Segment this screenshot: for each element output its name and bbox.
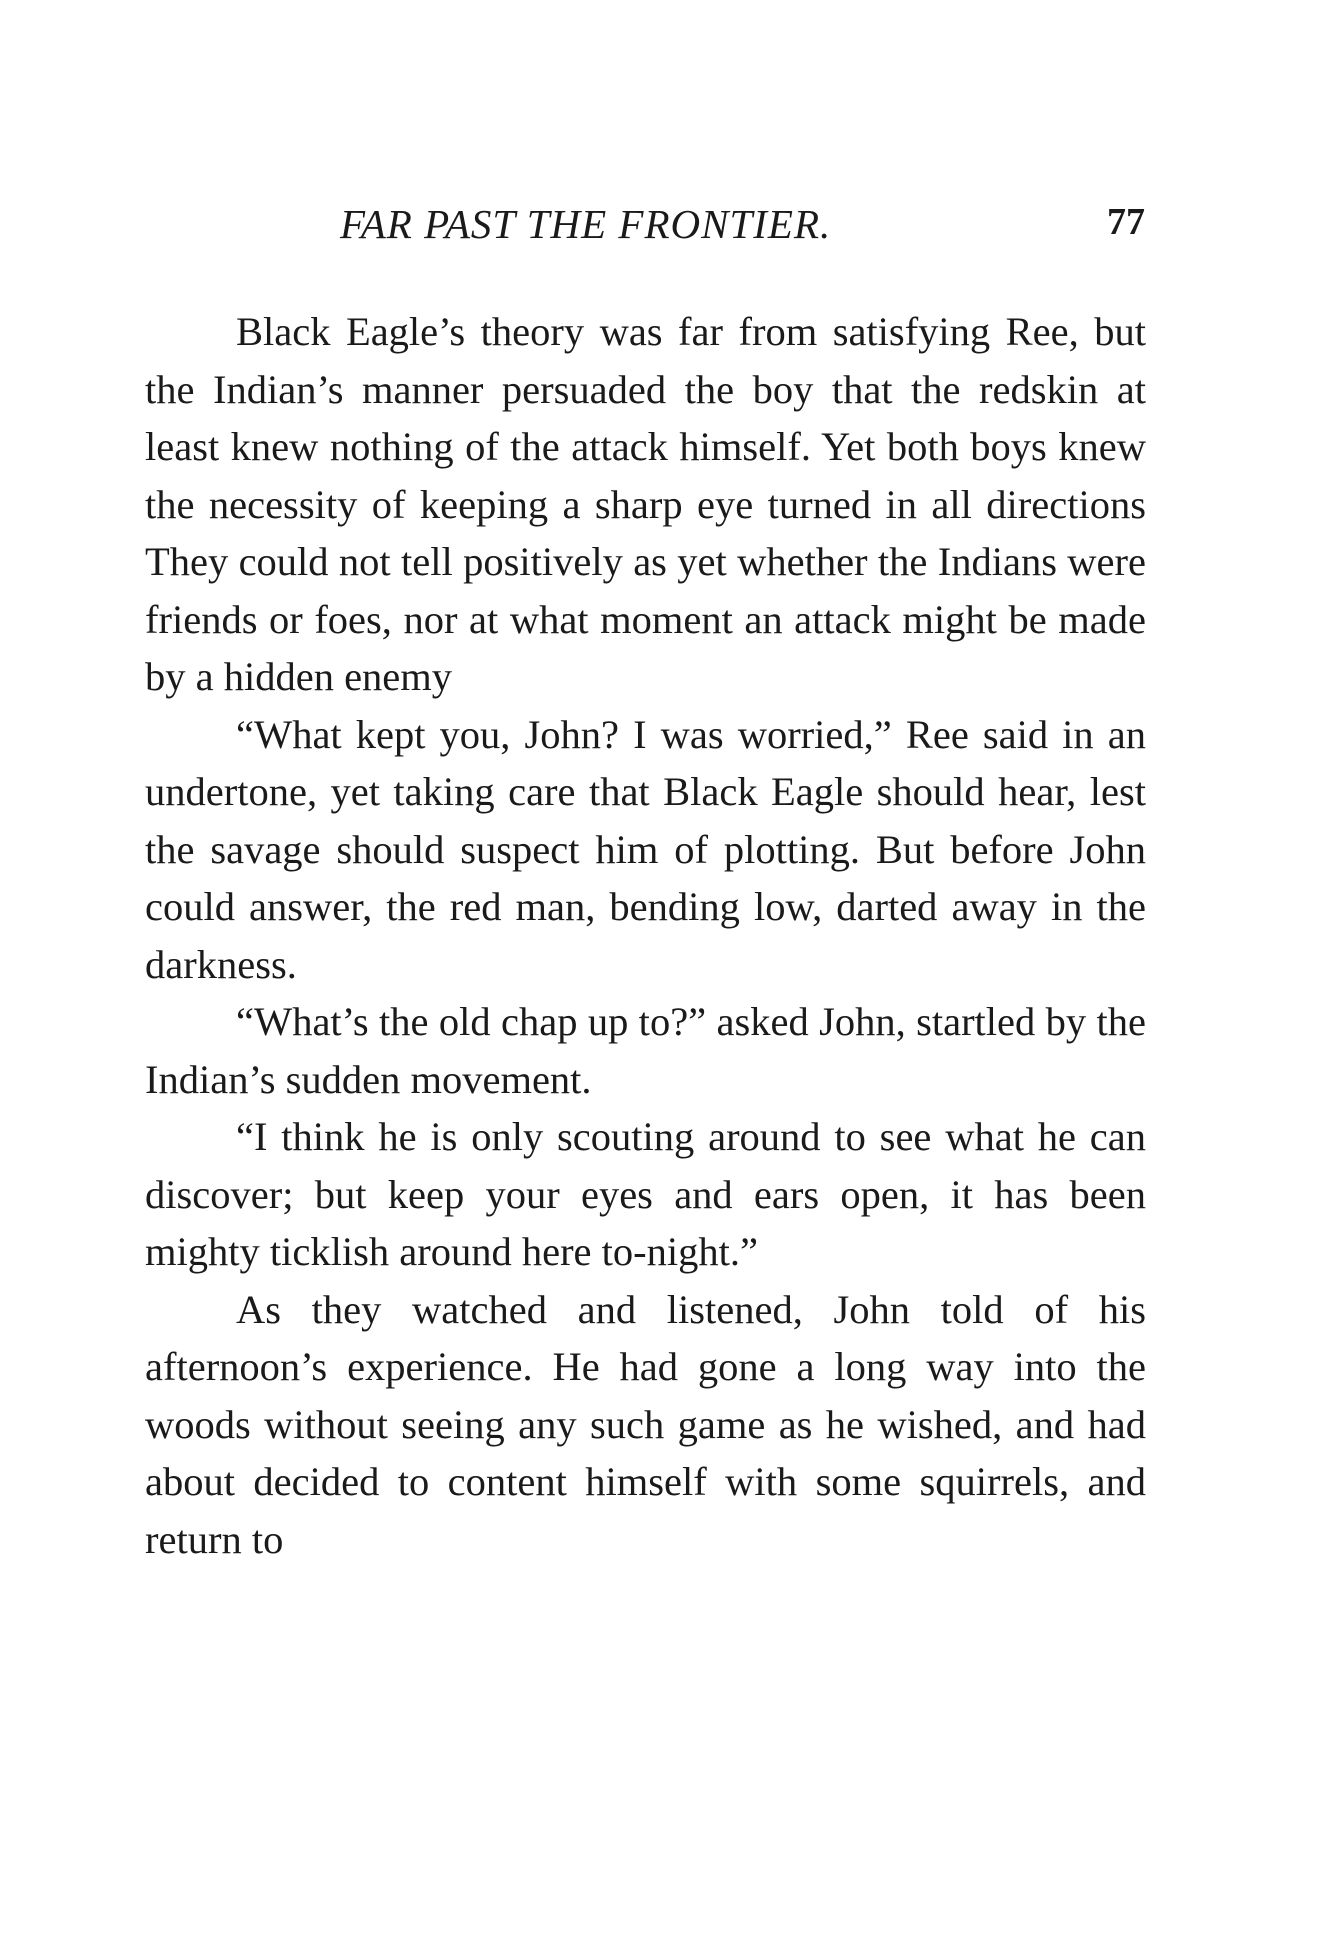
paragraph: Black Eagle’s theory was far from satisfying Ree, but the Indian’s manner persuaded the boy that the redskin at least knew nothing of the attack himself. Yet both boys knew the necessity of keeping a sharp eye turned in all directions They could not tell positively as yet whether the Indians were friends or foes, nor at what moment an attack might be made by a hidden enemy bbox=[145, 309, 1146, 699]
running-head bbox=[145, 200, 1145, 250]
paragraph: “What kept you, John? I was worried,” Ree said in an undertone, yet taking care that Black Eagle should hear, lest the savage should suspect him of plotting. But before John could answer, the red man, bending low, darted away in the darkness. bbox=[145, 711, 1146, 987]
paragraph: “What’s the old chap up to?” asked John, startled by the Indian’s sudden movement. bbox=[145, 999, 1146, 1102]
page-number: 77 bbox=[1107, 201, 1145, 243]
paragraph: As they watched and listened, John told of his afternoon’s experience. He had gone a long way into the woods without seeing any such game as he wished, and had about decided to content himself with some squirrels, and return to bbox=[145, 1286, 1146, 1562]
paragraph: “I think he is only scouting around to see what he can discover; but keep your eyes and ears open, it has been mighty ticklish around here to-night.” bbox=[145, 1114, 1146, 1274]
body-text bbox=[145, 303, 1146, 1568]
running-title: FAR PAST THE FRONTIER. bbox=[340, 201, 832, 247]
